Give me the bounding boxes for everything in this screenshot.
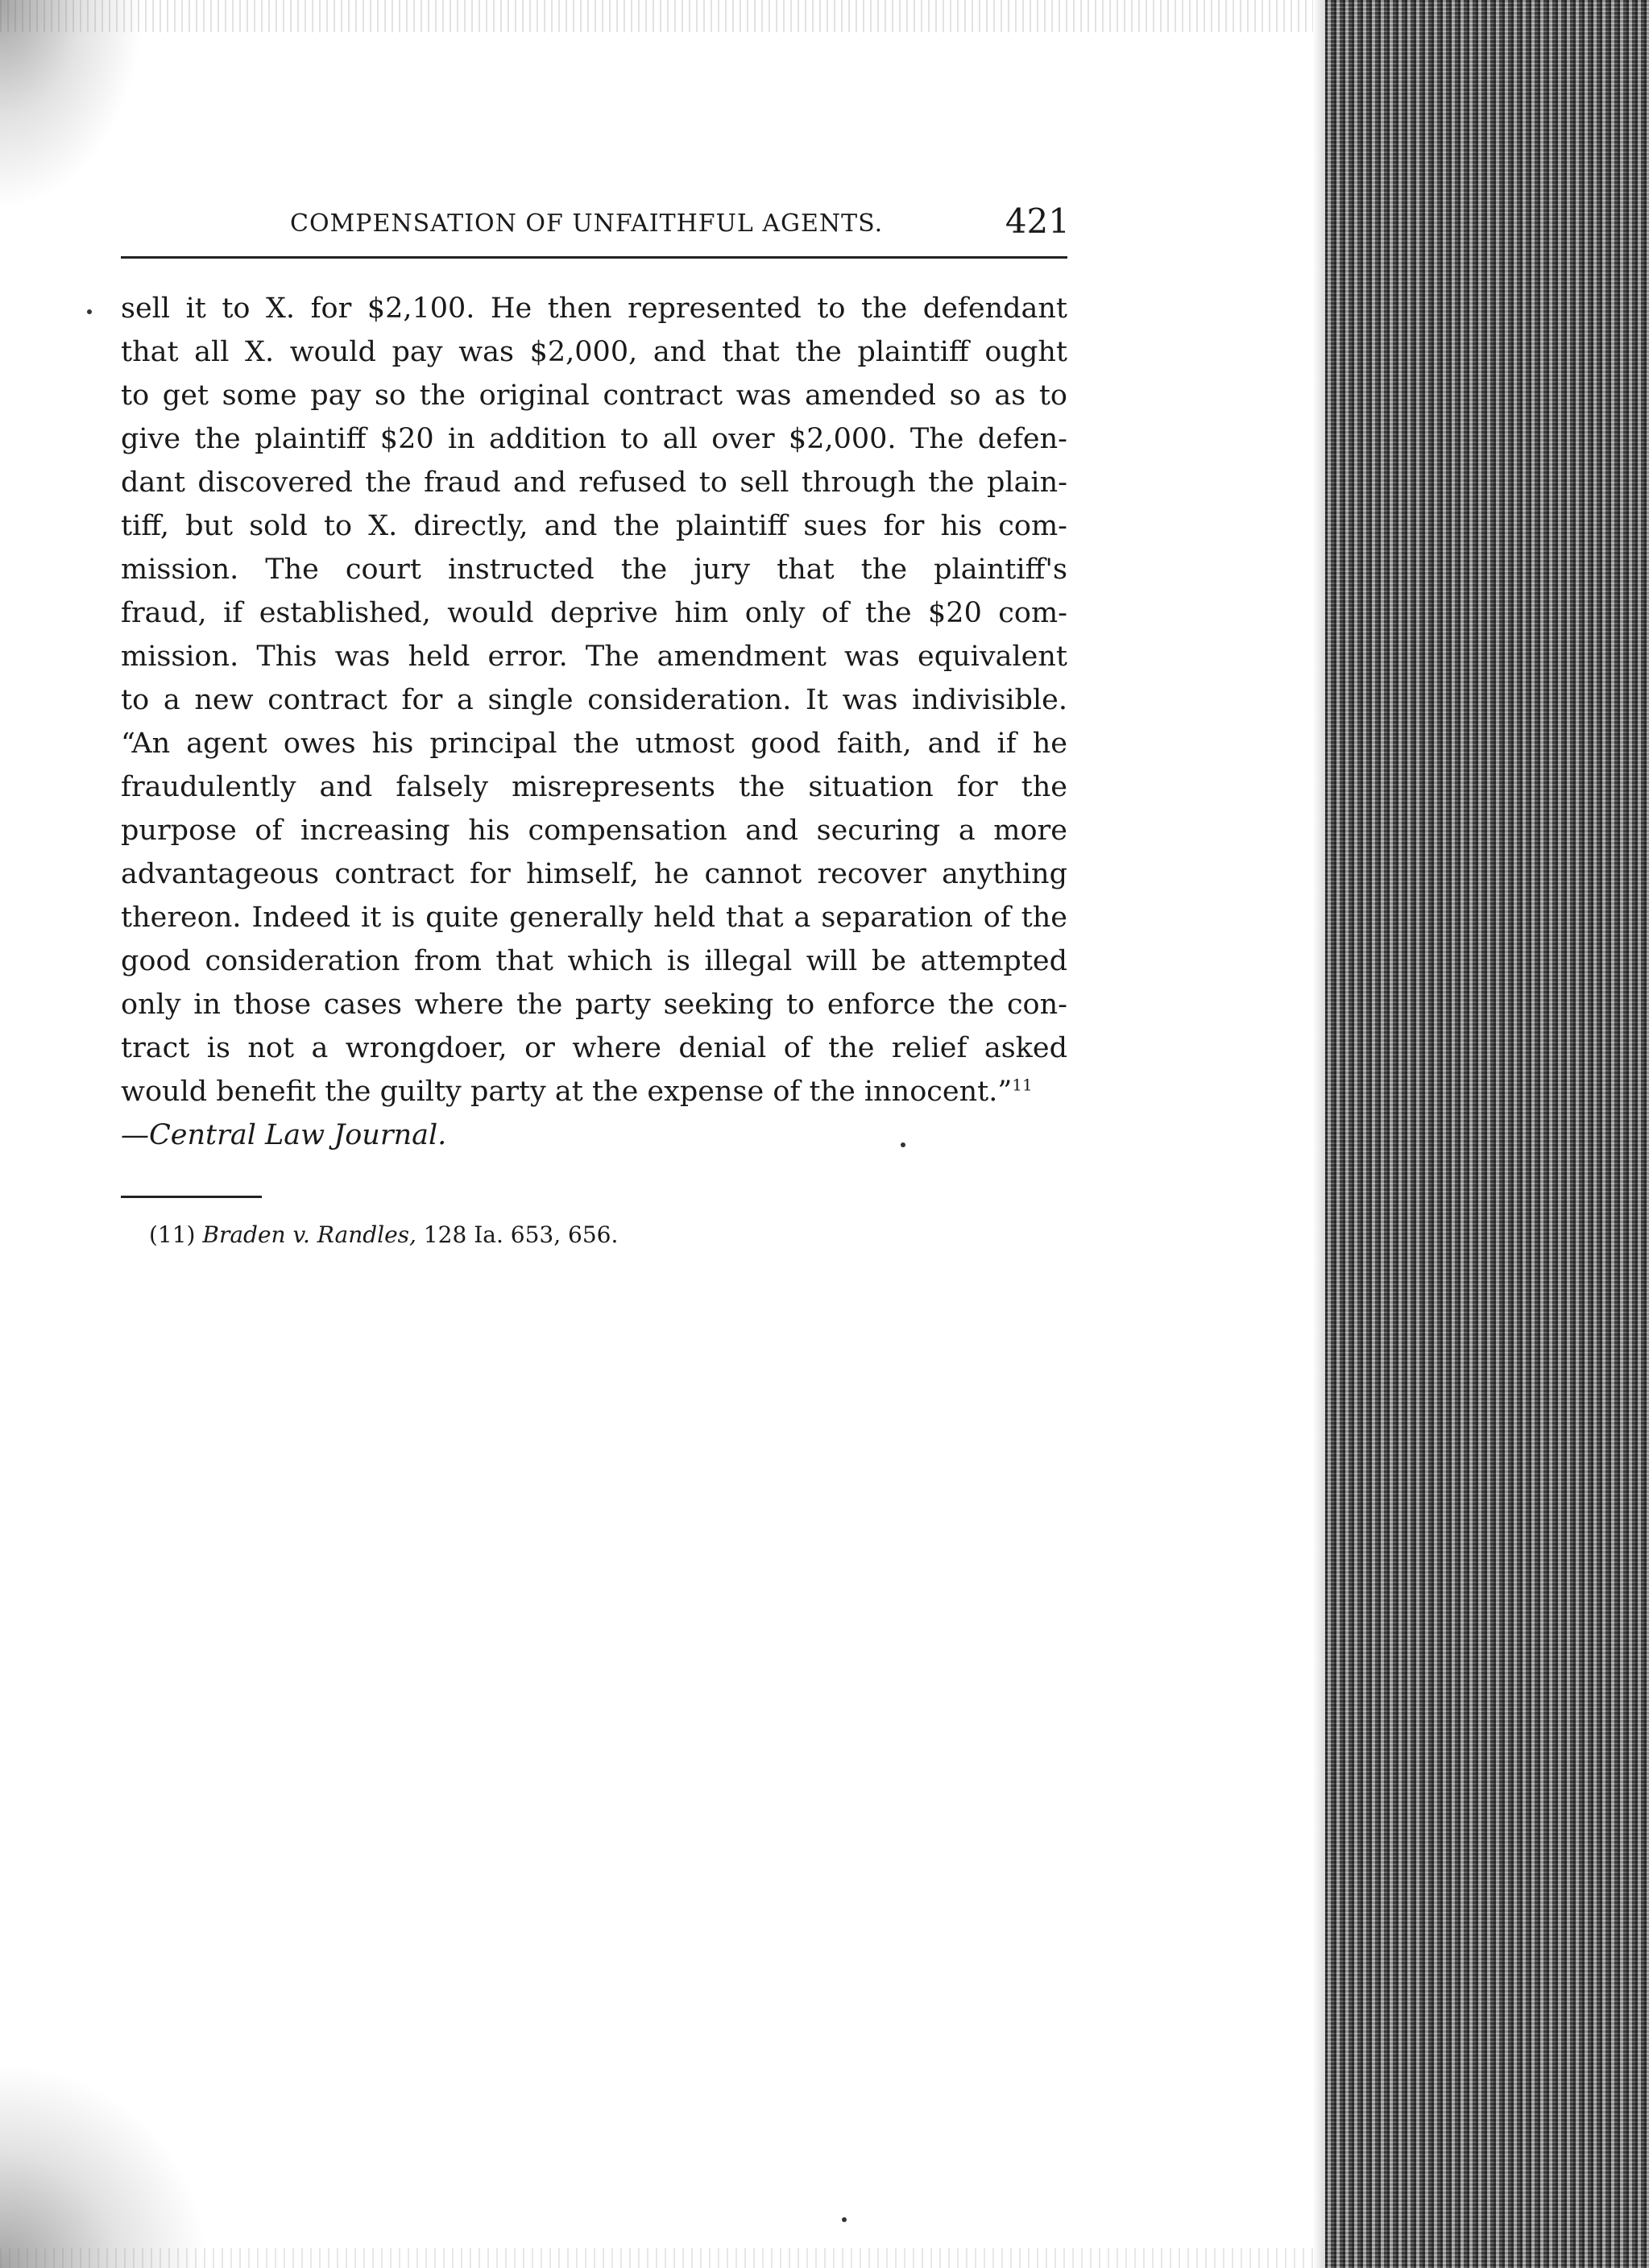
scan-speck [87,309,92,314]
page-number: 421 [1005,201,1070,241]
body-line: mission. The court instructed the jury that the plaintiff's [121,554,1067,586]
body-line: mission. This was held error. The amendment was equivalent [121,641,1067,673]
body-line: to get some pay so the original contract was amended so as to [121,379,1067,412]
footnote-reference: 11 [1012,1075,1033,1095]
scan-noise-bottom [0,2248,1325,2268]
last-line-text: would benefit the guilty party at the expense of the innocent.” [121,1076,1013,1108]
scan-speck [842,2217,847,2222]
body-line: to a new contract for a single consideration. It was indivisible. [121,684,1067,716]
body-text [121,287,1067,1157]
body-line: purpose of increasing his compensation and securing a more [121,815,1067,847]
footnote-citation: 128 Ia. 653, 656. [423,1221,619,1248]
body-line: fraud, if established, would deprive him only of the $20 com- [121,597,1067,629]
source-attribution: —Central Law Journal. [121,1119,447,1151]
footnote-marker: (11) [149,1221,196,1248]
scan-shadow-top-left [0,0,145,209]
body-line: tiff, but sold to X. directly, and the plaintiff sues for his com- [121,510,1067,542]
body-line: sell it to X. for $2,100. He then represented to the defendant [121,292,1067,325]
body-line: good consideration from that which is illegal will be attempted [121,945,1067,977]
body-line: fraudulently and falsely misrepresents the situation for the [121,771,1067,803]
scan-speck [901,1142,905,1147]
body-line-last [121,1070,1067,1113]
body-line: give the plaintiff $20 in addition to all over $2,000. The defen- [121,423,1067,455]
footnote-rule [121,1196,262,1198]
body-line: thereon. Indeed it is quite generally held that a separation of the [121,902,1067,934]
body-line: advantageous contract for himself, he cannot recover anything [121,858,1067,890]
body-line: only in those cases where the party seeking to enforce the con- [121,989,1067,1021]
footnote-case-name: Braden v. Randles, [202,1221,416,1248]
footnote [149,1221,618,1248]
body-line: dant discovered the fraud and refused to sell through the plain- [121,466,1067,499]
scan-shadow-bottom-left [0,2063,209,2268]
book-spine-scan [1325,0,1649,2268]
page-header [290,201,1070,250]
body-line: tract is not a wrongdoer, or where denial of the relief asked [121,1032,1067,1064]
body-line: “An agent owes his principal the utmost good faith, and if he [121,728,1067,760]
scan-noise-top [0,0,1325,32]
running-head: COMPENSATION OF UNFAITHFUL AGENTS. [290,209,884,238]
body-line: that all X. would pay was $2,000, and that the plaintiff ought [121,336,1067,368]
header-rule [121,256,1067,259]
